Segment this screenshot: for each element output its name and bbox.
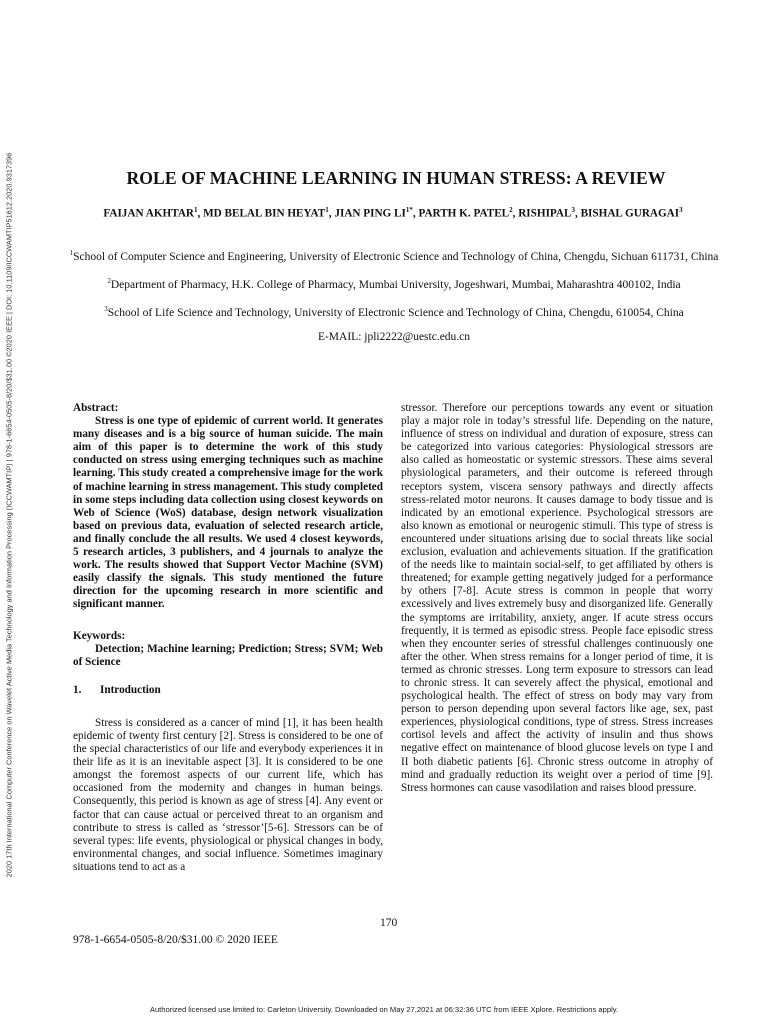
- left-column: [73, 402, 383, 874]
- abstract-heading: Abstract:: [73, 402, 119, 414]
- affiliation-2: [60, 274, 728, 292]
- page-number: 170: [380, 917, 398, 929]
- keywords-heading: Keywords:: [73, 629, 126, 642]
- abstract-text: Stress is one type of epidemic of current world. It generates many diseases and is a big source of human suicide. The main aim of this paper is to determine the work of this study conducted on stress using emerging techniques such as machine learning. This study created a comprehensive image for the work of machine learning in stress management. This study completed in some steps including data collection using closest keywords on Web of Science (WoS) database, design network visualization based on previous data, evaluation of selected research article, and finally conclude the all results. We used 4 closest keywords, 5 research articles, 3 publishers, and 4 journals to analyze the work. The results showed that Support Vector Machine (SVM) easily classify the signals. This study mentioned the future direction for the upcoming research in more scientific and significant manner.: [73, 415, 383, 611]
- author-affil-mark: 2: [509, 206, 513, 214]
- author-name: , JIAN PING LI: [328, 207, 406, 220]
- paper-title: ROLE OF MACHINE LEARNING IN HUMAN STRESS: A REVIEW: [126, 168, 666, 188]
- author-affil-mark: 1: [194, 206, 198, 214]
- author-name: , RISHIPAL: [512, 207, 572, 220]
- author-name: , BISHAL GURAGAI: [574, 207, 680, 220]
- author-affil-mark: 1*: [405, 206, 413, 214]
- section-title: Introduction: [100, 683, 161, 696]
- author-affil-mark: 1: [325, 206, 329, 214]
- affiliation-text: Department of Pharmacy, H.K. College of Pharmacy, Mumbai University, Jogeshwari, Mumbai, Maharashtra 400102, India: [110, 278, 681, 291]
- side-banner: [1, 80, 17, 950]
- intro-paragraph-right: stressor. Therefore our perceptions towards any event or situation play a major role in today’s stressful life. Depending on the nature, influence of stress on individual and duration of exposure, stress can be categorized into various categories: Physiological stressors are also called as homeostatic or systemic stressors. These aims several physiological parameters, and their outcome is refereed through receptors system, viscera sensory pathways and directly affects stress-related motor neurons. It causes damage to body tissue and is indicated by an emotional experience. Psychological stressors are also known as emotional or neurogenic stimuli. This type of stress is encountered under situations arising due to social threats like social exclusion, evaluation and achievements situation. If the gratification of the needs like to maintain social-self, to get affiliated by others is threatened; for example getting negatively judged for a performance by others [7-8]. Acute stress is common in people that worry excessively and lives extremely busy and disorganized life. Generally the symptoms are irritability, anxiety, anger. If acute stress occurs frequently, it is termed as episodic stress. People face episodic stress when they encounter series of stressful challenges continuously one after the other. When stress remains for a longer period of time, it is termed as chronic stresses. Long term exposure to stressors can lead to chronic stress. It can severely affect the physical, emotional and psychological health. The effect of stress on body may vary from person to person depending upon several factors like age, sex, past experiences, physiological conditions, type of stress. Stress increases cortisol levels and affect the activity of insulin and thus shows negative effect on maintenance of blood glucose levels on type I and II both diabetic patients [6]. Chronic stress outcome in atrophy of mind and gradually reduction its weight over a period of time [9]. Stress hormones can cause vasodilation and raises blood pressure.: [401, 402, 714, 794]
- keywords-text: Detection; Machine learning; Prediction; Stress; SVM; Web of Science: [73, 642, 383, 668]
- author-name: FAIJAN AKHTAR: [103, 207, 195, 220]
- affiliation-mark: 3: [104, 305, 108, 313]
- author-affil-mark: 3: [571, 206, 575, 214]
- affiliation-mark: 1: [69, 249, 74, 257]
- isbn-line: 978-1-6654-0505-8/20/$31.00 © 2020 IEEE: [73, 934, 278, 946]
- affiliation-1: [60, 246, 728, 264]
- author-affil-mark: 3: [679, 206, 683, 214]
- affiliation-3: [60, 302, 728, 320]
- author-name: , MD BELAL BIN HEYAT: [197, 207, 326, 220]
- license-footer: Authorized licensed use limited to: Carleton University. Downloaded on May 27,2021 at 06:32:36 UTC from IEEE Xplore. Restrictions apply.: [149, 1005, 619, 1014]
- affiliation-text: School of Life Science and Technology, University of Electronic Science and Technology of China, Chengdu, 610054, China: [107, 306, 684, 319]
- affiliation-mark: 2: [107, 277, 111, 285]
- author-name: , PARTH K. PATEL: [412, 207, 510, 220]
- intro-paragraph-left: Stress is considered as a cancer of mind [1], it has been health epidemic of twenty first century [2]. Stress is considered to be one of the special characteristics of our life and everybody experiences it in their life as it is an inevitable aspect [3]. It is considered to be one amongst the foremost aspects of our current life, which has occasioned from the modernity and changes in human beings. Consequently, this period is known as age of stress [4]. Any event or factor that can cause actual or perceived threat to an organism and contribute to stress is called as ‘stressor’[5-6]. Stressors can be of several types: life events, physiological or physical changes in body, environmental changes, and social influence. Sometimes imaginary situations tend to act as a: [73, 716, 383, 873]
- affiliation-text: School of Computer Science and Engineering, University of Electronic Science and Technology of China, Chengdu, Sichuan 611731, China: [73, 250, 719, 263]
- side-banner-text: 2020 17th International Computer Conference on Wavelet Active Media Technology and Information Processing (ICCWAMTIP) | 978-1-6654-0505-8/20/$31.00 ©2020 IEEE | DOI: 10.1109/ICCWAMTIP51612.2020.9317396: [4, 152, 14, 878]
- right-column: [401, 402, 713, 795]
- section-number: 1.: [73, 683, 82, 696]
- contact-email: E-MAIL: jpli2222@uestc.edu.cn: [317, 331, 471, 343]
- author-list: [78, 203, 708, 222]
- section-heading: [73, 684, 383, 697]
